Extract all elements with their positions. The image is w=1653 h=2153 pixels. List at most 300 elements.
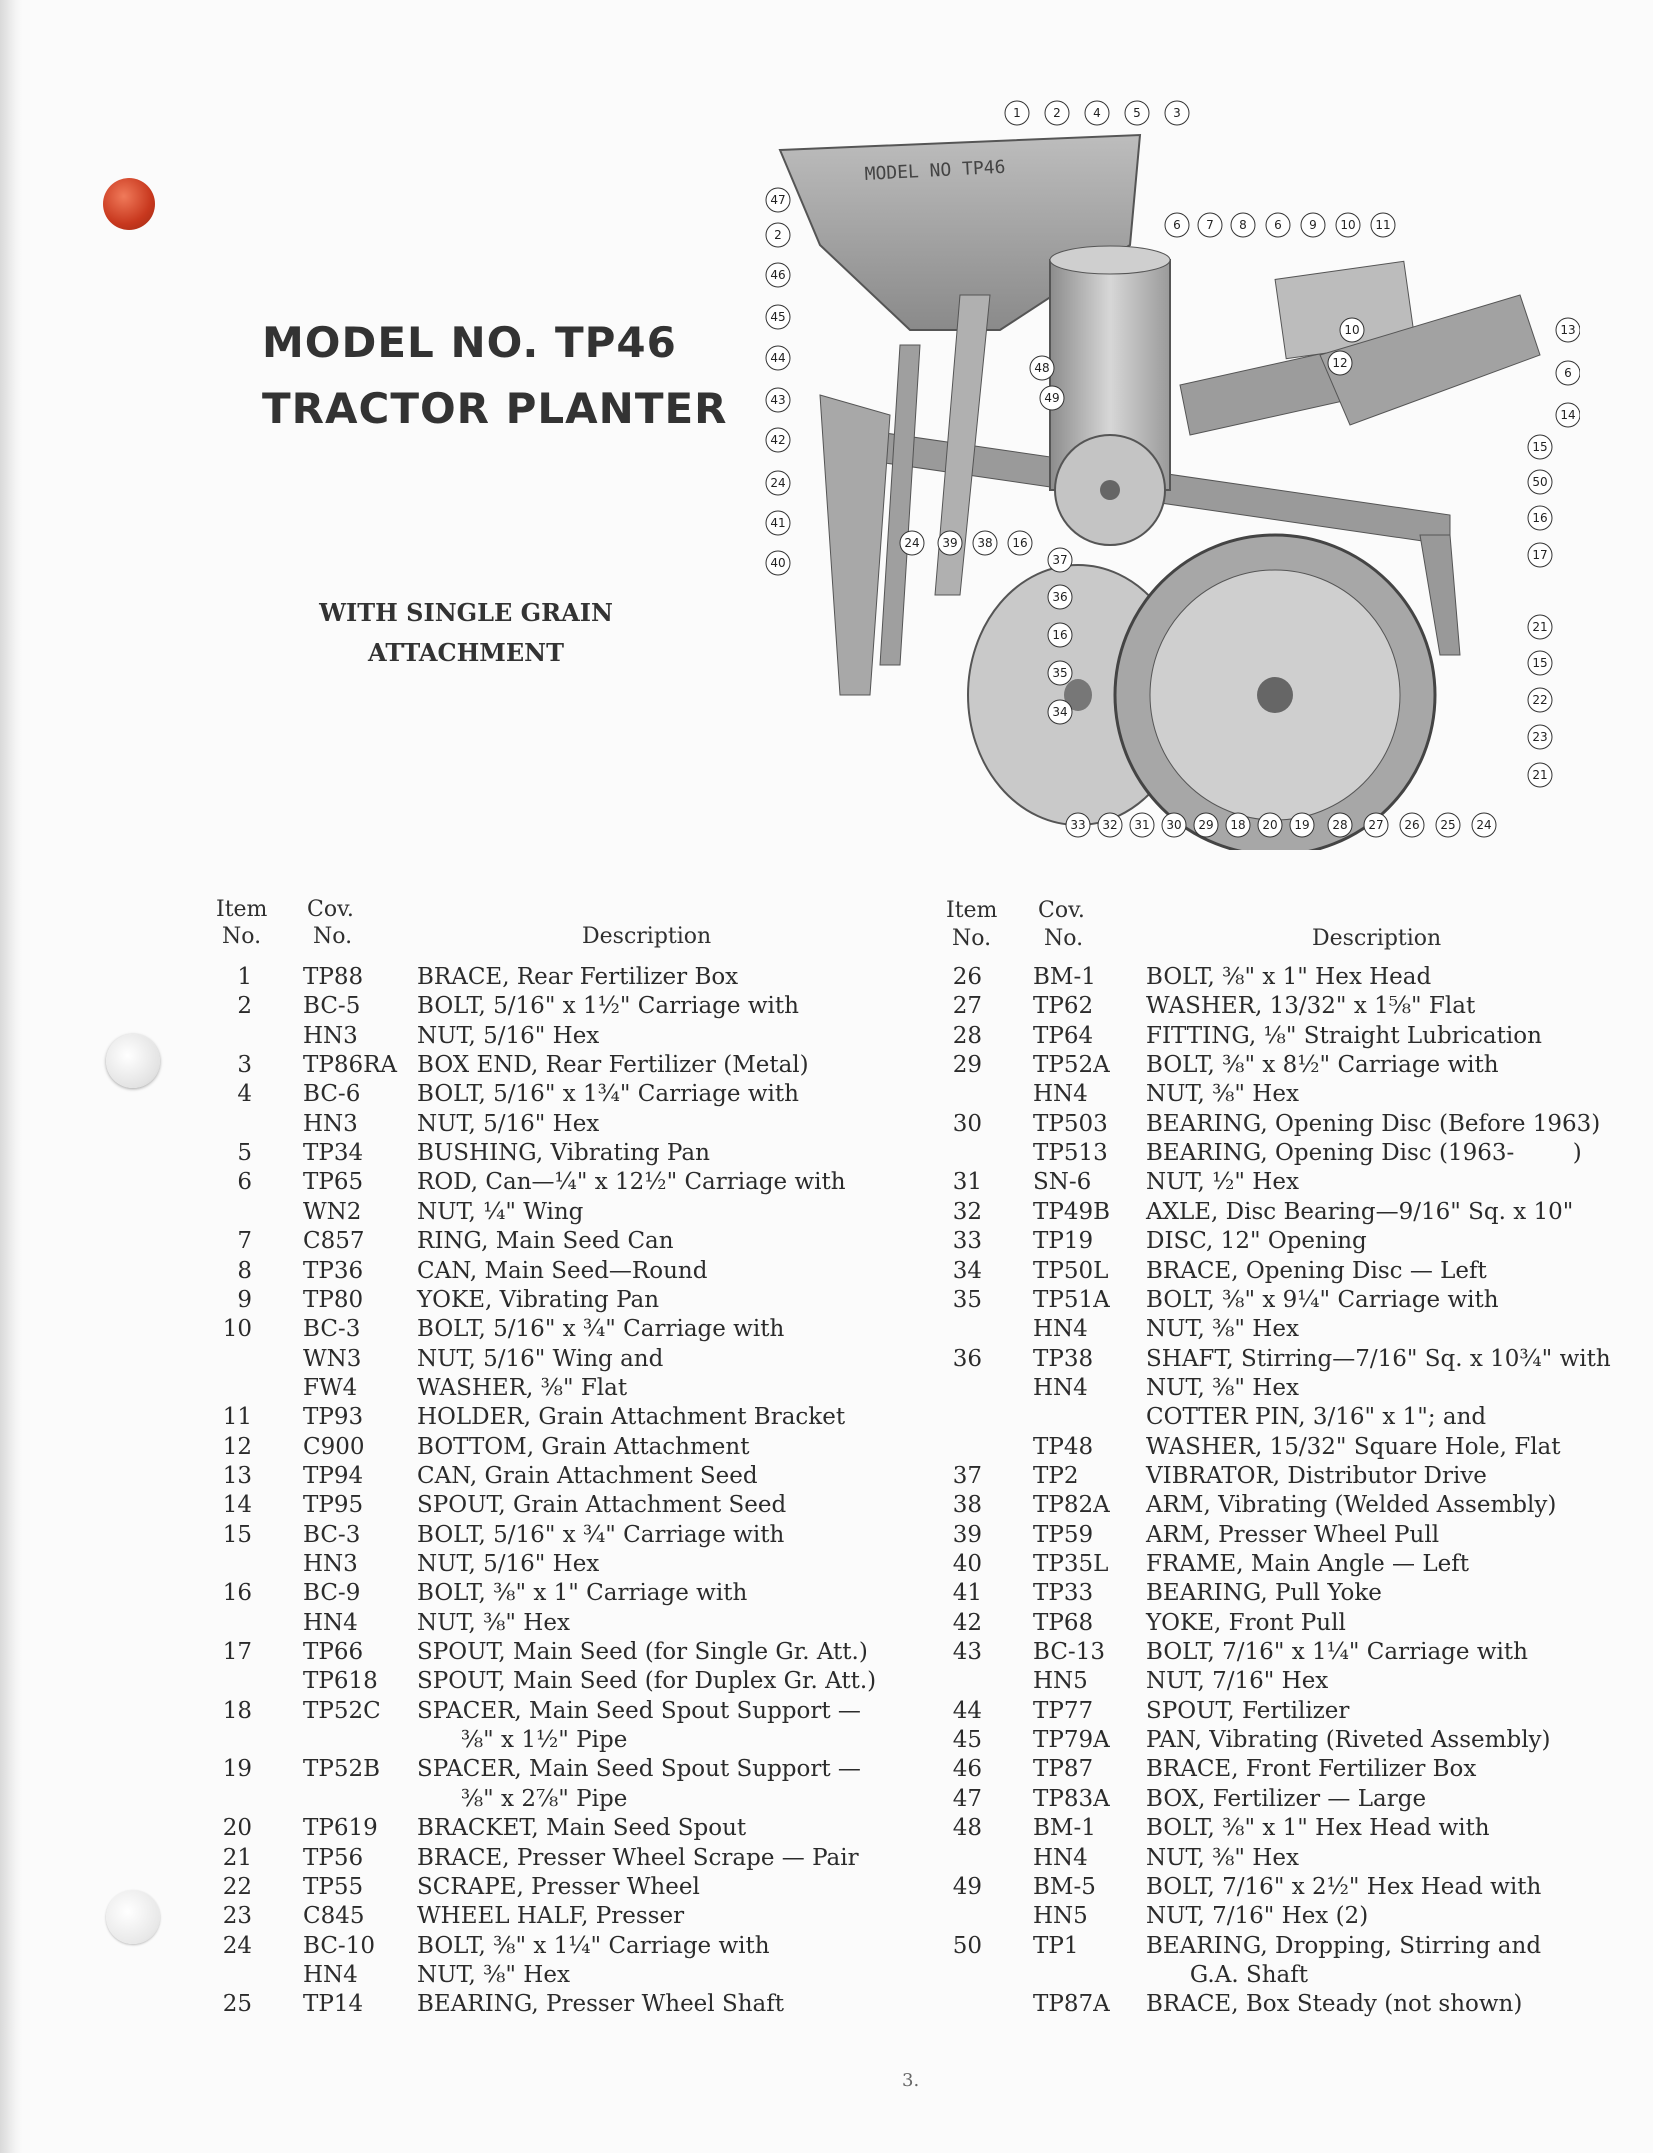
part-description: BOLT, ⅜" x 1" Hex Head with (1146, 1815, 1490, 1842)
page-edge-shadow (0, 0, 22, 2153)
product-title: TRACTOR PLANTER (262, 384, 728, 433)
callout-16b (973, 531, 997, 555)
part-description: WASHER, ⅜" Flat (417, 1374, 628, 1401)
cov-number: TP619 (303, 1815, 378, 1842)
item-number: 6 (237, 1169, 252, 1196)
callout-24b (900, 531, 924, 555)
callout-31 (1130, 813, 1154, 837)
right-header-item-no: No. (952, 926, 992, 951)
svg-text:21: 21 (1532, 768, 1548, 782)
left-header-item: Item (216, 897, 268, 922)
callout-49 (1040, 386, 1064, 410)
svg-text:28: 28 (1332, 818, 1348, 832)
callout-24c (1472, 813, 1496, 837)
callout-1 (1005, 101, 1029, 125)
cov-number: TP80 (303, 1286, 364, 1313)
callout-48 (1030, 356, 1054, 380)
svg-text:38: 38 (977, 536, 993, 550)
svg-text:49: 49 (1044, 391, 1060, 405)
cov-number: HN4 (1033, 1081, 1088, 1108)
cov-number: TP33 (1033, 1580, 1094, 1607)
item-number: 32 (952, 1198, 982, 1225)
cov-number: TP94 (303, 1462, 364, 1489)
svg-text:6: 6 (1274, 218, 1282, 232)
item-number: 5 (237, 1140, 252, 1167)
callout-2b (766, 223, 790, 247)
callout-16 (1528, 506, 1552, 530)
part-description: BRACE, Opening Disc — Left (1146, 1257, 1487, 1284)
cov-number: TP87 (1033, 1756, 1094, 1783)
cov-number: TP513 (1033, 1140, 1108, 1167)
part-description: G.A. Shaft (1146, 1961, 1308, 1988)
cov-number: HN4 (1033, 1844, 1088, 1871)
item-number: 28 (952, 1022, 982, 1049)
binder-hole (106, 1034, 160, 1088)
svg-text:40: 40 (770, 556, 786, 570)
item-number: 1 (237, 964, 252, 990)
item-number: 9 (237, 1286, 252, 1313)
item-number: 43 (952, 1639, 982, 1666)
callout-36 (1048, 585, 1072, 609)
part-description: SPOUT, Main Seed (for Duplex Gr. Att.) (417, 1668, 877, 1695)
callout-29 (1194, 813, 1218, 837)
svg-text:24: 24 (1476, 818, 1492, 832)
part-description: SCRAPE, Presser Wheel (417, 1873, 700, 1900)
svg-text:23: 23 (1532, 730, 1548, 744)
callout-50 (1528, 470, 1552, 494)
part-description: HOLDER, Grain Attachment Bracket (417, 1404, 846, 1431)
cov-number: HN4 (1033, 1374, 1088, 1401)
cov-number: TP56 (303, 1844, 364, 1871)
item-number: 46 (952, 1756, 982, 1783)
cov-number: BM-1 (1033, 1815, 1096, 1842)
part-description: NUT, 5/16" Hex (417, 1110, 600, 1137)
item-number: 17 (222, 1639, 252, 1666)
part-description: BOLT, ⅜" x 1¼" Carriage with (417, 1932, 770, 1959)
part-description: NUT, ⅜" Hex (417, 1609, 570, 1636)
cov-number: HN3 (303, 1551, 358, 1577)
item-number: 20 (222, 1815, 252, 1842)
cov-number: TP64 (1033, 1022, 1094, 1049)
cov-number: HN3 (303, 1022, 358, 1049)
callout-42 (766, 428, 790, 452)
svg-text:24: 24 (904, 536, 920, 550)
part-description: FRAME, Main Angle — Left (1146, 1551, 1469, 1577)
svg-text:15: 15 (1532, 656, 1548, 670)
cov-number: TP52A (1033, 1052, 1110, 1079)
front-yoke (820, 395, 890, 695)
cov-number: TP86RA (303, 1052, 398, 1079)
callout-23 (1528, 725, 1552, 749)
item-number: 35 (952, 1286, 982, 1313)
item-number: 7 (237, 1228, 252, 1255)
svg-text:24: 24 (770, 476, 786, 490)
part-description: SPACER, Main Seed Spout Support — (417, 1756, 861, 1783)
callout-9 (1301, 213, 1325, 237)
item-number: 27 (952, 993, 982, 1020)
item-number: 11 (222, 1404, 252, 1431)
callout-21b (1528, 763, 1552, 787)
callout-40 (766, 551, 790, 575)
callout-12 (1328, 351, 1352, 375)
cov-number: TP66 (303, 1639, 364, 1666)
svg-text:5: 5 (1133, 106, 1141, 120)
item-number: 18 (222, 1697, 252, 1724)
item-number: 10 (222, 1316, 252, 1343)
svg-text:48: 48 (1034, 361, 1050, 375)
svg-text:22: 22 (1532, 693, 1548, 707)
callout-47 (766, 188, 790, 212)
right-header-cov: Cov. (1038, 898, 1085, 923)
cov-number: HN5 (1033, 1668, 1088, 1695)
item-number: 3 (237, 1052, 252, 1079)
part-description: BOLT, 7/16" x 1¼" Carriage with (1146, 1639, 1528, 1666)
part-description: BRACE, Front Fertilizer Box (1146, 1756, 1477, 1783)
callout-25 (1436, 813, 1460, 837)
svg-text:3: 3 (1173, 106, 1181, 120)
planter-diagram (760, 95, 1580, 850)
callout-11 (1371, 213, 1395, 237)
svg-text:2: 2 (774, 228, 782, 242)
part-description: NUT, 5/16" Hex (417, 1022, 600, 1049)
cov-number: HN5 (1033, 1903, 1088, 1930)
part-description: WASHER, 13/32" x 1⅝" Flat (1146, 993, 1476, 1020)
part-description: NUT, ⅜" Hex (1146, 1374, 1299, 1401)
part-description: FITTING, ⅛" Straight Lubrication (1146, 1022, 1542, 1049)
cov-number: HN3 (303, 1110, 358, 1137)
part-description: RING, Main Seed Can (417, 1228, 674, 1255)
item-number: 19 (222, 1756, 252, 1783)
cov-number: FW4 (303, 1374, 358, 1401)
svg-text:16: 16 (1052, 628, 1068, 642)
svg-text:33: 33 (1070, 818, 1086, 832)
callout-5 (1125, 101, 1149, 125)
svg-text:44: 44 (770, 351, 786, 365)
item-number: 15 (222, 1521, 252, 1548)
svg-text:19: 19 (1294, 818, 1310, 832)
part-description: BOLT, 5/16" x 1¾" Carriage with (417, 1081, 799, 1108)
callout-24 (766, 471, 790, 495)
part-description: ARM, Presser Wheel Pull (1146, 1521, 1440, 1548)
cov-number: BC-3 (303, 1316, 361, 1343)
item-number: 30 (952, 1110, 982, 1137)
part-description: BOLT, ⅜" x 1" Hex Head (1146, 964, 1432, 990)
callout-6b (1266, 213, 1290, 237)
svg-text:16: 16 (1012, 536, 1028, 550)
item-number: 44 (952, 1697, 982, 1724)
svg-text:9: 9 (1309, 218, 1317, 232)
part-description: BOLT, 7/16" x 2½" Hex Head with (1146, 1873, 1542, 1900)
part-description: PAN, Vibrating (Riveted Assembly) (1146, 1727, 1551, 1754)
callout-27 (1364, 813, 1388, 837)
svg-text:17: 17 (1532, 548, 1548, 562)
cov-number: TP35L (1033, 1551, 1109, 1577)
callout-15 (1528, 435, 1552, 459)
part-description: ⅜" x 1½" Pipe (417, 1727, 628, 1754)
cov-number: TP79A (1033, 1727, 1110, 1754)
cov-number: TP55 (303, 1873, 364, 1900)
callout-15b (1528, 651, 1552, 675)
svg-text:32: 32 (1102, 818, 1118, 832)
callout-3 (1165, 101, 1189, 125)
item-number: 49 (952, 1873, 982, 1900)
cov-number: TP1 (1033, 1932, 1079, 1959)
callout-44 (766, 346, 790, 370)
cov-number: TP52C (303, 1697, 381, 1724)
item-number: 29 (952, 1052, 982, 1079)
part-description: BEARING, Presser Wheel Shaft (417, 1991, 784, 2018)
model-title: MODEL NO. TP46 (262, 318, 677, 367)
svg-text:50: 50 (1532, 475, 1548, 489)
svg-text:10: 10 (1344, 323, 1360, 337)
callout-13 (1556, 318, 1580, 342)
hopper-label: MODEL NO TP46 (864, 156, 1006, 185)
cov-number: TP503 (1033, 1110, 1108, 1137)
cov-number: TP93 (303, 1404, 364, 1431)
svg-text:39: 39 (942, 536, 958, 550)
part-description: BOX, Fertilizer — Large (1146, 1785, 1427, 1812)
item-number: 47 (952, 1785, 982, 1812)
item-number: 23 (222, 1903, 252, 1930)
part-description: SPOUT, Grain Attachment Seed (417, 1492, 787, 1519)
svg-text:13: 13 (1560, 323, 1576, 337)
item-number: 45 (952, 1727, 982, 1754)
item-number: 12 (222, 1433, 252, 1460)
cov-number: TP14 (303, 1991, 364, 2018)
part-description: SPOUT, Main Seed (for Single Gr. Att.) (417, 1639, 868, 1666)
part-description: BRACE, Rear Fertilizer Box (417, 964, 739, 990)
item-number: 2 (237, 993, 252, 1020)
item-number: 14 (222, 1492, 252, 1519)
item-number: 25 (222, 1991, 252, 2018)
svg-text:10: 10 (1340, 218, 1356, 232)
cov-number: TP83A (1033, 1785, 1110, 1812)
cov-number: C900 (303, 1433, 365, 1460)
item-number: 13 (222, 1462, 252, 1489)
callout-37 (1048, 548, 1072, 572)
callout-8 (1231, 213, 1255, 237)
svg-text:26: 26 (1404, 818, 1420, 832)
binder-hole-red-sticker (103, 178, 155, 230)
cov-number: TP68 (1033, 1609, 1094, 1636)
callout-18 (1226, 813, 1250, 837)
svg-text:34: 34 (1052, 705, 1068, 719)
svg-text:15: 15 (1532, 440, 1548, 454)
item-number: 8 (237, 1257, 252, 1284)
callout-32 (1098, 813, 1122, 837)
cov-number: TP34 (303, 1140, 364, 1167)
part-description: SPOUT, Fertilizer (1146, 1697, 1350, 1724)
cov-number: TP52B (303, 1756, 380, 1783)
svg-text:42: 42 (770, 433, 786, 447)
svg-text:12: 12 (1332, 356, 1348, 370)
binder-hole-lower (106, 1890, 160, 1944)
svg-text:31: 31 (1134, 818, 1150, 832)
part-description: BRACKET, Main Seed Spout (417, 1815, 747, 1842)
callout-20 (1258, 813, 1282, 837)
svg-text:29: 29 (1198, 818, 1214, 832)
svg-text:21: 21 (1532, 620, 1548, 634)
part-description: NUT, ¼" Wing (417, 1198, 584, 1225)
part-description: NUT, ½" Hex (1146, 1169, 1299, 1196)
part-description: BOLT, ⅜" x 1" Carriage with (417, 1580, 748, 1607)
item-number: 33 (952, 1228, 982, 1255)
callout-6c (1556, 361, 1580, 385)
part-description: BUSHING, Vibrating Pan (417, 1140, 710, 1167)
right-header-item: Item (946, 898, 998, 923)
callout-7 (1198, 213, 1222, 237)
seed-can-rim (1050, 246, 1170, 274)
svg-text:25: 25 (1440, 818, 1456, 832)
cov-number: C857 (303, 1228, 365, 1255)
callout-19 (1290, 813, 1314, 837)
part-description: SPACER, Main Seed Spout Support — (417, 1697, 861, 1724)
svg-text:4: 4 (1093, 106, 1101, 120)
cov-number: C845 (303, 1903, 365, 1930)
part-description: BOX END, Rear Fertilizer (Metal) (417, 1052, 809, 1079)
part-description: WASHER, 15/32" Square Hole, Flat (1146, 1433, 1561, 1460)
cov-number: TP51A (1033, 1286, 1110, 1313)
part-description: NUT, 7/16" Hex (1146, 1668, 1329, 1695)
cov-number: WN3 (303, 1345, 362, 1372)
part-description: NUT, ⅜" Hex (1146, 1844, 1299, 1871)
callout-30 (1162, 813, 1186, 837)
cov-number: TP59 (1033, 1521, 1094, 1548)
cov-number: SN-6 (1033, 1169, 1092, 1196)
callout-46 (766, 263, 790, 287)
part-description: BOTTOM, Grain Attachment (417, 1433, 750, 1460)
part-description: BOLT, 5/16" x 1½" Carriage with (417, 993, 799, 1020)
callout-10b (1340, 318, 1364, 342)
callout-43 (766, 388, 790, 412)
part-description: NUT, 7/16" Hex (2) (1146, 1903, 1369, 1930)
svg-text:27: 27 (1368, 818, 1384, 832)
callout-39 (938, 531, 962, 555)
cov-number: TP49B (1033, 1198, 1110, 1225)
item-number: 48 (952, 1815, 982, 1842)
svg-text:46: 46 (770, 268, 786, 282)
cov-number: TP19 (1033, 1228, 1094, 1255)
callout-14 (1556, 403, 1580, 427)
item-number: 36 (952, 1345, 982, 1372)
part-description: YOKE, Front Pull (1146, 1609, 1346, 1636)
subtitle-line-2: ATTACHMENT (368, 638, 564, 667)
callout-33 (1066, 813, 1090, 837)
cov-number: BC-5 (303, 993, 361, 1020)
part-description: DISC, 12" Opening (1146, 1228, 1367, 1255)
svg-text:37: 37 (1052, 553, 1068, 567)
cov-number: WN2 (303, 1198, 362, 1225)
svg-text:6: 6 (1564, 366, 1572, 380)
item-number: 41 (952, 1580, 982, 1607)
part-description: SHAFT, Stirring—7/16" Sq. x 10¾" with (1146, 1345, 1611, 1372)
cov-number: TP48 (1033, 1433, 1094, 1460)
scrape-brace (1420, 535, 1460, 655)
svg-text:2: 2 (1053, 106, 1061, 120)
page-number: 3. (902, 2070, 920, 2091)
item-number: 39 (952, 1521, 982, 1548)
item-number: 37 (952, 1462, 982, 1489)
part-description: COTTER PIN, 3/16" x 1"; and (1146, 1404, 1487, 1431)
cov-number: BC-6 (303, 1081, 361, 1108)
svg-text:35: 35 (1052, 666, 1068, 680)
part-description: NUT, 5/16" Wing and (417, 1345, 664, 1372)
item-number: 21 (222, 1844, 252, 1871)
item-number: 26 (952, 964, 982, 990)
part-description: BOLT, ⅜" x 8½" Carriage with (1146, 1052, 1499, 1079)
cov-number: TP38 (1033, 1345, 1094, 1372)
svg-text:7: 7 (1206, 218, 1214, 232)
callout-34 (1048, 700, 1072, 724)
cov-number: BC-3 (303, 1521, 361, 1548)
front-leg (880, 345, 920, 665)
svg-text:41: 41 (770, 516, 786, 530)
right-header-description: Description (1312, 926, 1442, 951)
svg-text:11: 11 (1375, 218, 1391, 232)
part-description: YOKE, Vibrating Pan (417, 1286, 660, 1313)
part-description: BOLT, 5/16" x ¾" Carriage with (417, 1521, 785, 1548)
part-description: ROD, Can—¼" x 12½" Carriage with (417, 1169, 846, 1196)
callout-2 (1045, 101, 1069, 125)
svg-text:45: 45 (770, 310, 786, 324)
part-description: AXLE, Disc Bearing—9/16" Sq. x 10" (1146, 1198, 1574, 1225)
cov-number: TP618 (303, 1668, 378, 1695)
svg-text:8: 8 (1239, 218, 1247, 232)
part-description: NUT, ⅜" Hex (1146, 1316, 1299, 1343)
right-header-cov-no: No. (1044, 926, 1084, 951)
part-description: BRACE, Box Steady (not shown) (1146, 1991, 1523, 2018)
cov-number: TP65 (303, 1169, 364, 1196)
callout-6 (1165, 213, 1189, 237)
part-description: NUT, ⅜" Hex (1146, 1081, 1299, 1108)
part-description: BEARING, Opening Disc (Before 1963) (1146, 1110, 1601, 1137)
cov-number: TP95 (303, 1492, 364, 1519)
callout-16c (1048, 623, 1072, 647)
svg-text:20: 20 (1262, 818, 1278, 832)
part-description: BOLT, 5/16" x ¾" Carriage with (417, 1316, 785, 1343)
item-number: 38 (952, 1492, 982, 1519)
part-description: BEARING, Opening Disc (1963- ) (1146, 1140, 1582, 1167)
svg-text:47: 47 (770, 193, 786, 207)
part-description: BOLT, ⅜" x 9¼" Carriage with (1146, 1286, 1499, 1313)
svg-text:16: 16 (1532, 511, 1548, 525)
cov-number: TP87A (1033, 1991, 1110, 2018)
svg-text:36: 36 (1052, 590, 1068, 604)
svg-text:18: 18 (1230, 818, 1246, 832)
part-description: NUT, 5/16" Hex (417, 1551, 600, 1577)
cov-number: HN4 (1033, 1316, 1088, 1343)
svg-text:30: 30 (1166, 818, 1182, 832)
callout-38 (1008, 531, 1032, 555)
part-description: ⅜" x 2⅞" Pipe (417, 1785, 628, 1812)
cov-number: BC-9 (303, 1580, 361, 1607)
callout-35 (1048, 661, 1072, 685)
left-header-item-no: No. (222, 924, 262, 949)
cov-number: TP77 (1033, 1697, 1094, 1724)
part-description: ARM, Vibrating (Welded Assembly) (1146, 1492, 1557, 1519)
callout-26 (1400, 813, 1424, 837)
svg-text:6: 6 (1173, 218, 1181, 232)
item-number: 42 (952, 1609, 982, 1636)
part-description: CAN, Grain Attachment Seed (417, 1462, 758, 1489)
cov-number: TP2 (1033, 1462, 1079, 1489)
cov-number: TP50L (1033, 1257, 1109, 1284)
subtitle-line-1: WITH SINGLE GRAIN (319, 598, 613, 627)
item-number: 4 (237, 1081, 252, 1108)
part-description: BRACE, Presser Wheel Scrape — Pair (417, 1844, 859, 1871)
cov-number: TP88 (303, 964, 364, 990)
callout-41 (766, 511, 790, 535)
